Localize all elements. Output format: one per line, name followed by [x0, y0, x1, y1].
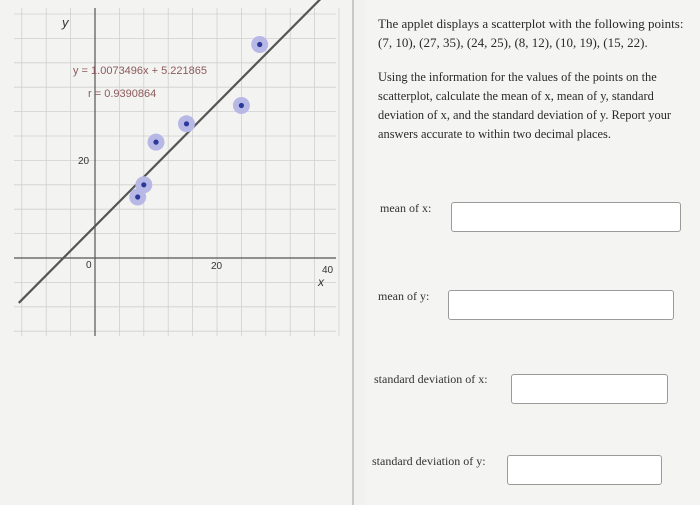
tick-label-x-20: 20 — [211, 261, 223, 272]
data-point[interactable] — [239, 103, 244, 108]
y-axis-label: y — [62, 15, 69, 30]
regression-equation: y = 1.0073496x + 5.221865 — [73, 65, 207, 77]
x-axis-label: x — [318, 275, 324, 289]
data-point[interactable] — [141, 182, 146, 187]
question-intro — [378, 14, 696, 52]
mean-y-label: mean of y: — [378, 289, 430, 303]
tick-label-y-20: 20 — [78, 156, 90, 167]
panel-divider — [352, 0, 354, 505]
data-point[interactable] — [184, 121, 189, 126]
data-point[interactable] — [257, 42, 262, 47]
question-instructions: Using the information for the values of the points on the scatterplot, calculate the mean of x, mean of y, standard deviation of x, and the standard deviation of y. Report your answers accurate to within two decimal places. — [378, 70, 672, 141]
sd-x-label: standard deviation of x: — [374, 372, 488, 386]
data-point[interactable] — [153, 140, 158, 145]
sd-x-input[interactable] — [511, 374, 668, 404]
tick-label-origin: 0 — [86, 260, 92, 271]
data-point[interactable] — [135, 194, 140, 199]
tick-label-x-40: 40 — [322, 265, 334, 276]
correlation-coefficient: r = 0.9390864 — [88, 88, 157, 100]
question-intro-text: The applet displays a scatterplot with the following points: — [378, 16, 684, 31]
points-list: (7, 10), (27, 35), (24, 25), (8, 12), (10, 19), (15, 22). — [378, 35, 648, 50]
mean-y-input[interactable] — [448, 290, 674, 320]
mean-x-input[interactable] — [451, 202, 681, 232]
mean-x-label: mean of x: — [380, 201, 432, 215]
sd-y-input[interactable] — [507, 455, 662, 485]
sd-y-label: standard deviation of y: — [372, 454, 486, 468]
